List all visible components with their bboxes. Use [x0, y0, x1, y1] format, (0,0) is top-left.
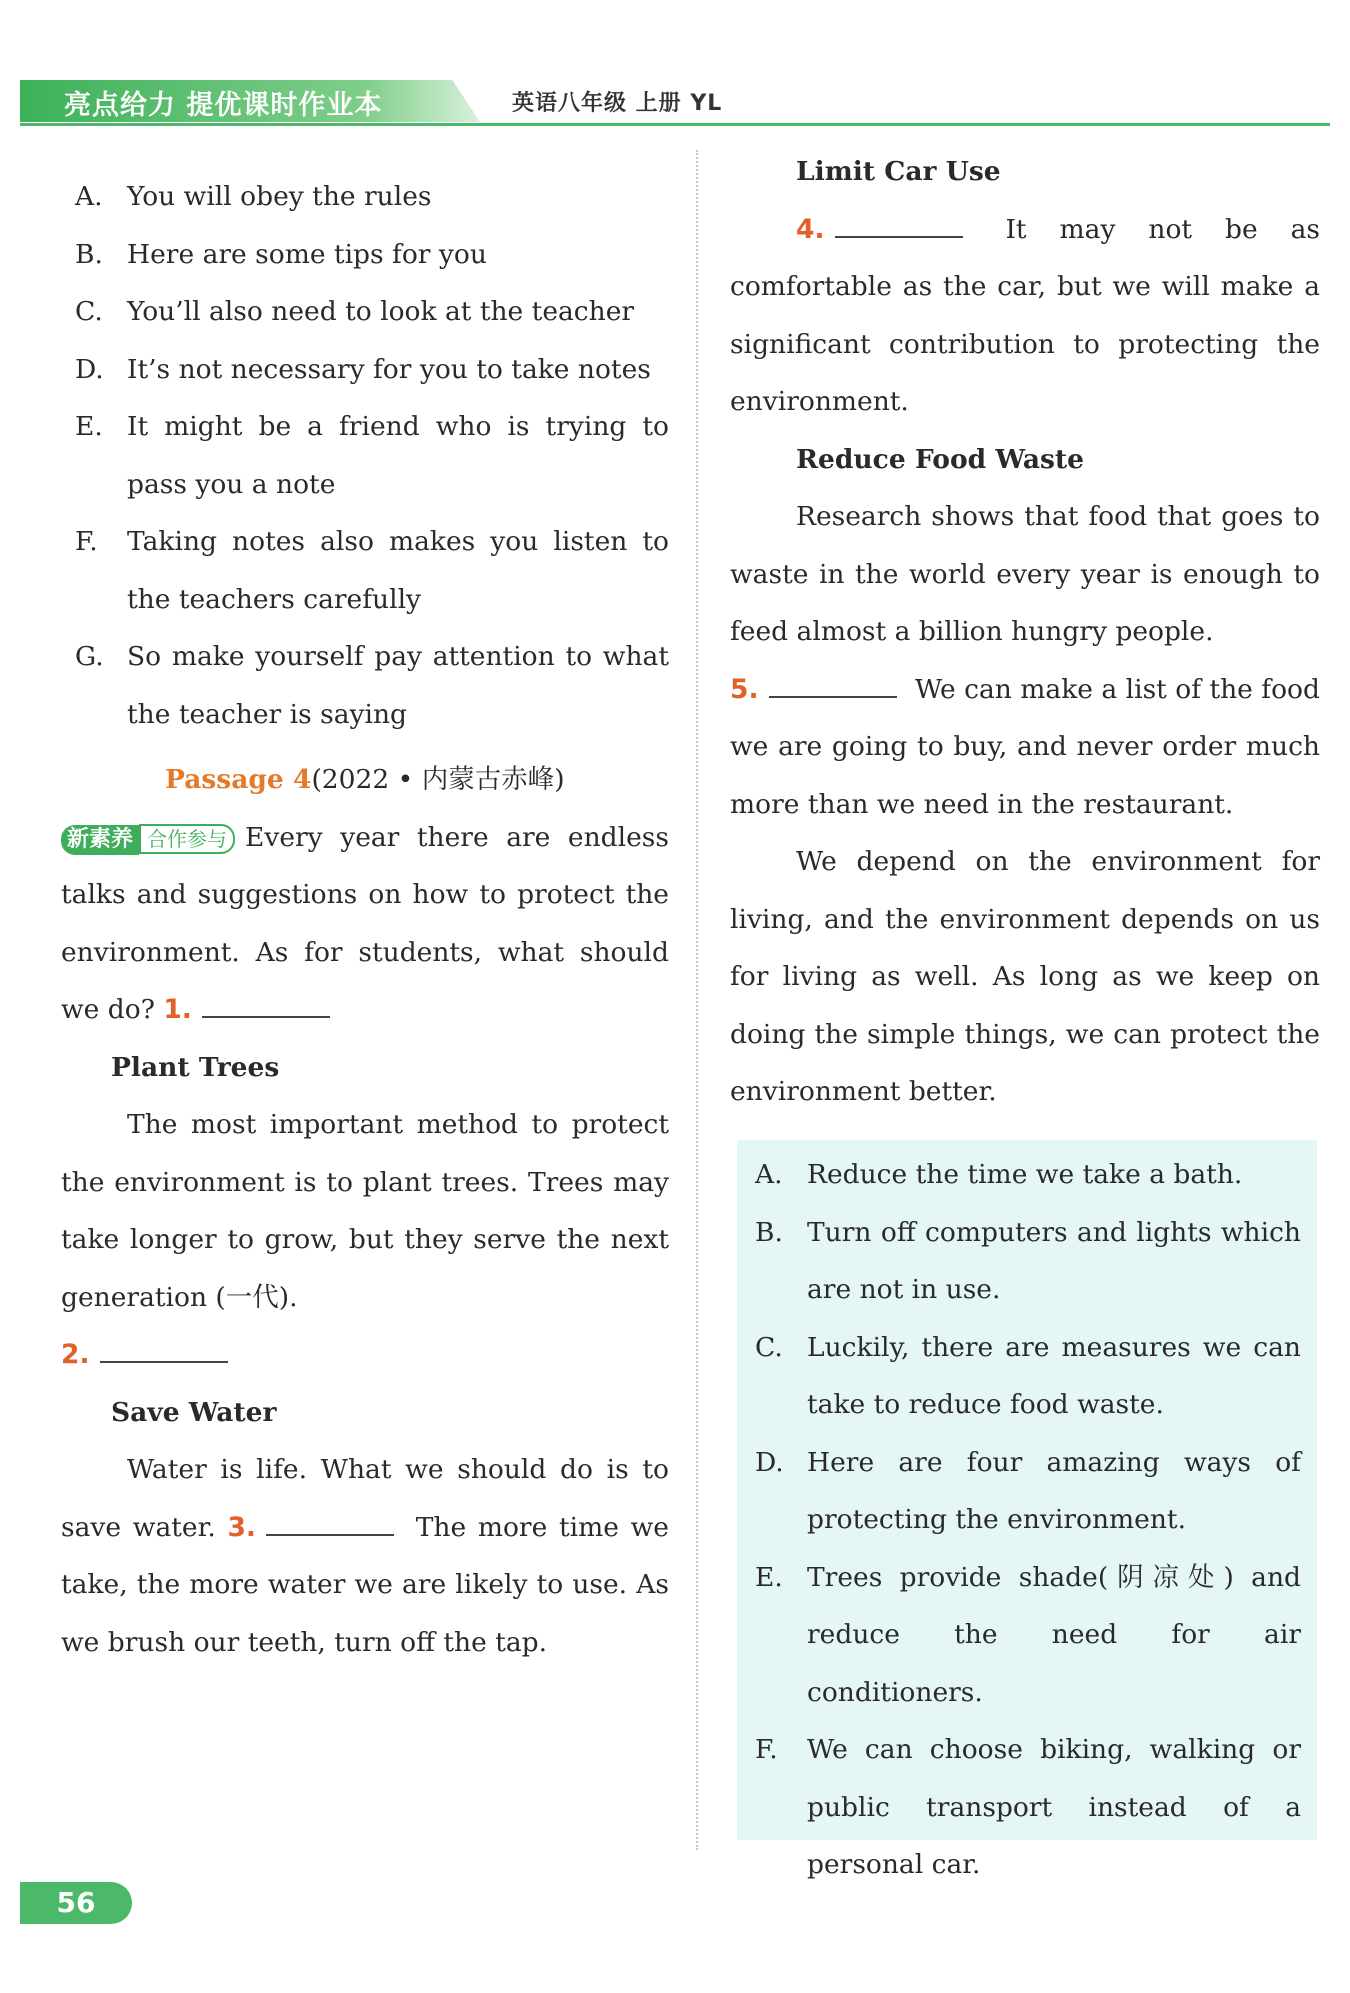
option-key: E.: [755, 1561, 783, 1593]
option-key: F.: [755, 1734, 778, 1765]
right-options: [755, 1146, 1301, 1894]
badge-cooperation: 合作参与: [139, 824, 235, 854]
option-key: B.: [755, 1216, 783, 1248]
option-key: B.: [75, 238, 103, 270]
option-c: [75, 283, 669, 341]
option-g: [75, 628, 669, 743]
plant-text: The most important method to protect the environment is to plant trees. Trees may take longer to grow, but they serve the next generation (一代).: [61, 1109, 669, 1313]
column-divider: [696, 150, 698, 1850]
choice-f: [755, 1721, 1301, 1894]
option-b: [75, 226, 669, 284]
option-f: [75, 513, 669, 628]
choice-b: [755, 1204, 1301, 1319]
water-text-a: Water is life. What we should do is to save water.: [61, 1454, 669, 1543]
blank-number-3: 3.: [227, 1511, 256, 1543]
answer-blank-3[interactable]: [266, 1508, 394, 1536]
option-key: D.: [75, 353, 104, 385]
food-text-b: We can make a list of the food we are going to buy, and never order much more than we need in the restaurant.: [730, 673, 1320, 820]
option-key: C.: [755, 1331, 783, 1363]
intro-text: Every year there are endless talks and suggestions on how to protect the environment. As for students, what should we do?: [61, 821, 669, 1025]
food-text-a: Research shows that food that goes to waste in the world every year is enough to feed almost a billion hungry people.: [730, 501, 1320, 647]
paragraph-conclusion: [730, 833, 1320, 1121]
option-text: We can choose biking, walking or public transport instead of a personal car.: [807, 1734, 1301, 1880]
option-text: You’ll also need to look at the teacher: [127, 296, 635, 327]
blank-number-1: 1.: [163, 994, 192, 1025]
choice-c: [755, 1319, 1301, 1434]
left-column: [61, 168, 669, 1671]
option-text: Trees provide shade(阴凉处) and reduce the need for air conditioners.: [807, 1561, 1301, 1708]
header-rule: [20, 123, 1330, 126]
paragraph-food-waste: [730, 488, 1320, 661]
heading-plant-trees: Plant Trees: [111, 1051, 280, 1083]
option-key: A.: [75, 181, 103, 212]
conclusion-text: We depend on the environment for living, and the environment depends on us for living as well. As long as we keep on doing the simple things, we can protect the environment better.: [730, 846, 1320, 1107]
passage-source: (2022 • 内蒙古赤峰): [311, 764, 565, 795]
heading-reduce-food-waste: Reduce Food Waste: [796, 443, 1085, 475]
answer-blank-1[interactable]: [202, 990, 330, 1018]
paragraph-limit-car: [730, 201, 1320, 431]
page-header: [20, 80, 1330, 126]
badge-new-literacy: 新素养: [61, 825, 139, 855]
option-key: E.: [75, 411, 103, 442]
blank-number-4: 4.: [796, 213, 825, 245]
header-subject: 英语八年级 上册 YL: [512, 91, 723, 116]
blank-number-5: 5.: [730, 673, 759, 705]
blank-2-line: [61, 1326, 669, 1384]
passage-title: [75, 751, 669, 809]
heading-limit-car-use: Limit Car Use: [796, 156, 1001, 187]
option-text: Here are four amazing ways of protecting the environment.: [807, 1446, 1301, 1535]
paragraph-plant-trees: [61, 1096, 669, 1326]
option-text: Reduce the time we take a bath.: [807, 1159, 1243, 1190]
choice-e: [755, 1549, 1301, 1722]
choice-a: [755, 1146, 1301, 1204]
blank-number-2: 2.: [61, 1339, 90, 1370]
answer-blank-2[interactable]: [100, 1335, 228, 1363]
answer-blank-4[interactable]: [835, 210, 963, 238]
right-column: [730, 143, 1320, 1121]
option-text: Here are some tips for you: [127, 238, 487, 270]
option-text: Luckily, there are measures we can take to reduce food waste.: [807, 1331, 1301, 1420]
paragraph-save-water: [61, 1441, 669, 1671]
option-text: Turn off computers and lights which are not in use.: [807, 1216, 1301, 1305]
passage-intro: [61, 809, 669, 1039]
car-text: It may not be as comfortable as the car, but we will make a significant contribution to protecting the environment.: [730, 213, 1320, 417]
passage-label: Passage 4: [165, 764, 312, 795]
paragraph-food-waste-2: [730, 661, 1320, 834]
option-text: Taking notes also makes you listen to the teachers carefully: [127, 526, 669, 615]
option-key: G.: [75, 641, 104, 672]
option-key: F.: [75, 526, 98, 557]
option-text: You will obey the rules: [127, 181, 432, 212]
option-key: C.: [75, 296, 103, 327]
header-book-title: 亮点给力 提优课时作业本: [64, 90, 383, 121]
page-number: 56: [20, 1882, 132, 1924]
option-key: D.: [755, 1446, 784, 1478]
option-text: So make yourself pay attention to what the teacher is saying: [127, 641, 669, 730]
water-text-b: The more time we take, the more water we are likely to use. As we brush our teeth, turn off the tap.: [61, 1511, 669, 1658]
option-e: [75, 398, 669, 513]
option-d: [75, 341, 669, 399]
option-text: It’s not necessary for you to take notes: [127, 353, 651, 385]
heading-save-water: Save Water: [111, 1396, 277, 1428]
option-key: A.: [755, 1159, 783, 1190]
option-text: It might be a friend who is trying to pass you a note: [127, 411, 669, 500]
option-a: [75, 168, 669, 226]
choice-d: [755, 1434, 1301, 1549]
answer-blank-5[interactable]: [769, 670, 897, 698]
